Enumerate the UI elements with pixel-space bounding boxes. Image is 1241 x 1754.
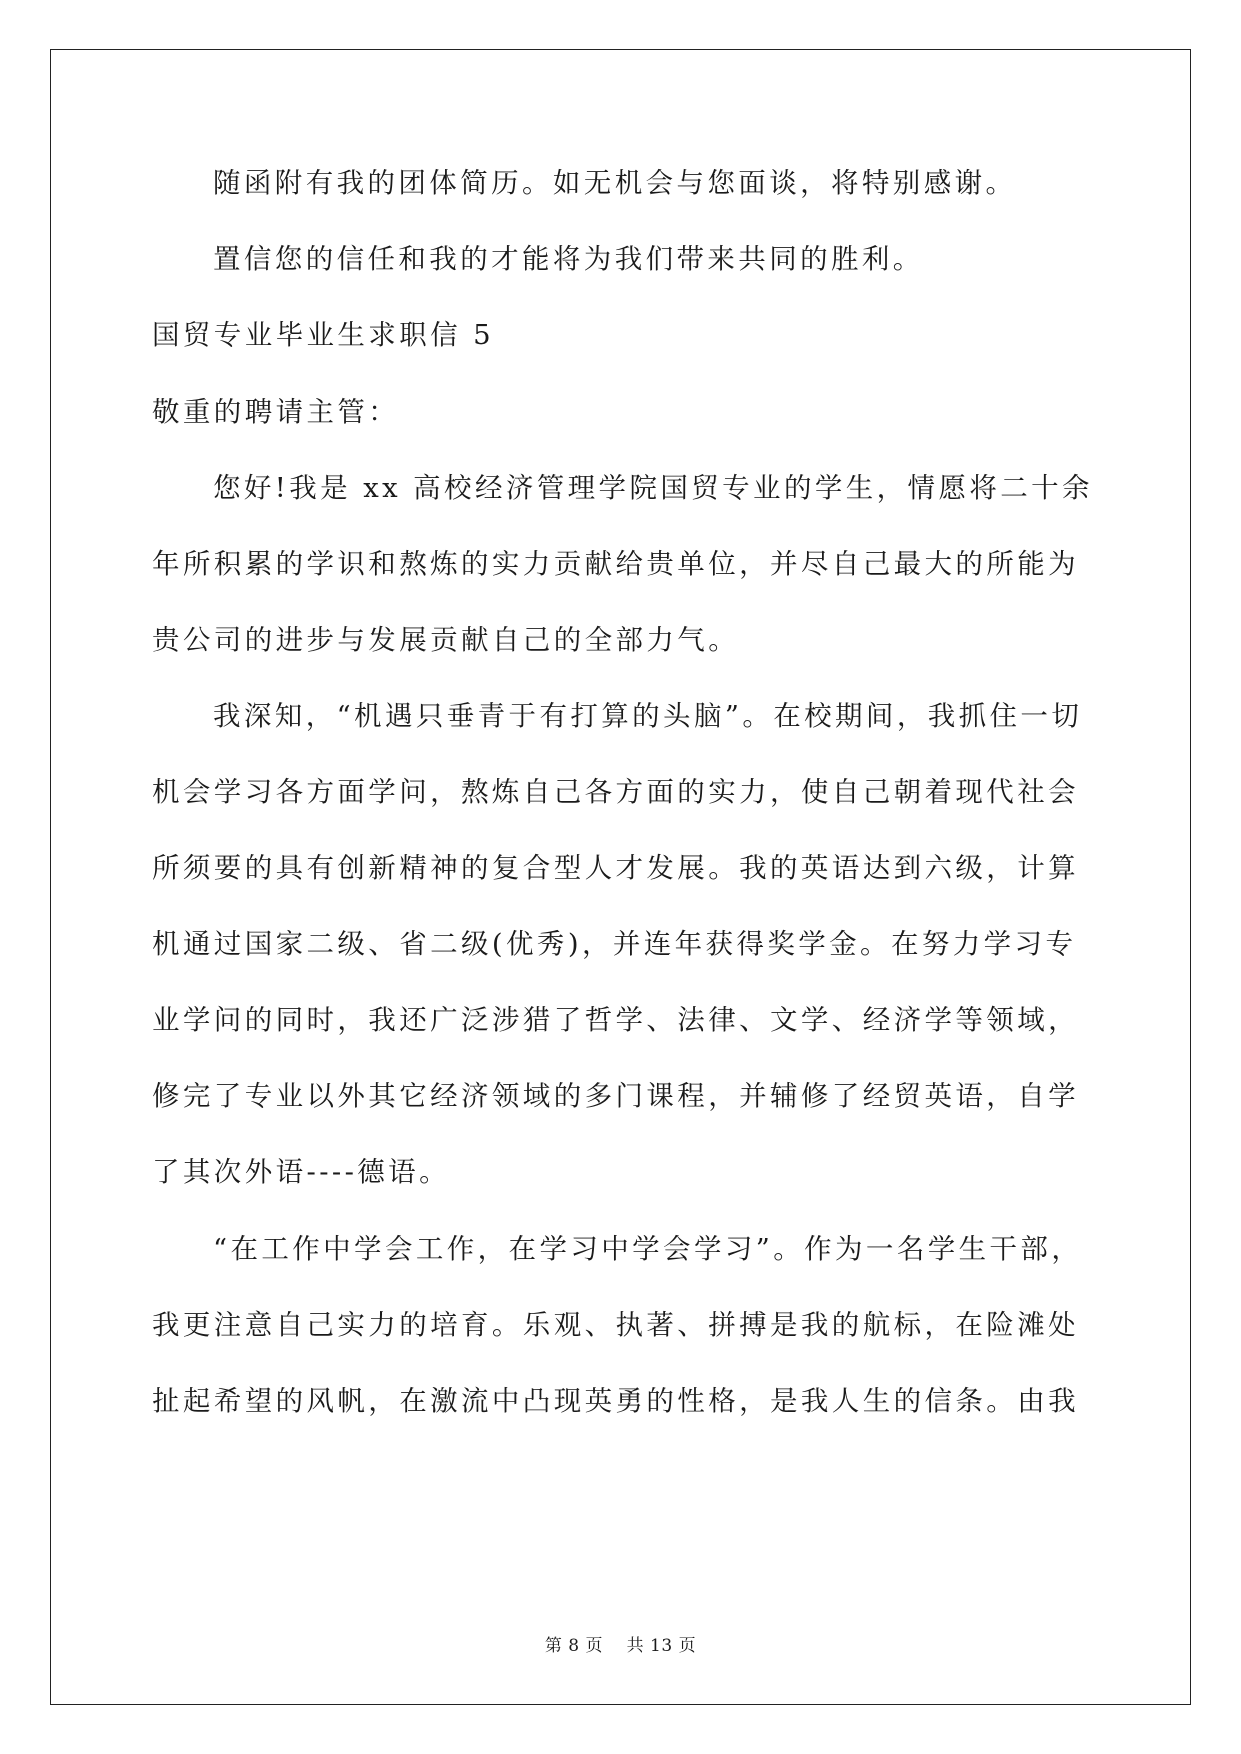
- paragraph-line: 我深知，“机遇只垂青于有打算的头脑”。在校期间，我抓住一切: [213, 700, 1083, 732]
- paragraph-line: 随函附有我的团体简历。如无机会与您面谈，将特别感谢。: [213, 167, 1017, 199]
- paragraph-line: 机通过国家二级、省二级(优秀)，并连年获得奖学金。在努力学习专: [152, 928, 1077, 960]
- paragraph-line: 机会学习各方面学问，熬炼自己各方面的实力，使自己朝着现代社会: [152, 776, 1079, 808]
- paragraph-line: 扯起希望的风帆，在激流中凸现英勇的性格，是我人生的信条。由我: [152, 1385, 1079, 1417]
- paragraph-line: 贵公司的进步与发展贡献自己的全部力气。: [152, 624, 740, 656]
- page-footer: [0, 1631, 1241, 1656]
- section-heading: 国贸专业毕业生求职信 5: [152, 319, 495, 351]
- paragraph-line: 您好!我是 xx 高校经济管理学院国贸专业的学生，情愿将二十余: [213, 472, 1093, 504]
- paragraph-line: 置信您的信任和我的才能将为我们带来共同的胜利。: [213, 243, 924, 275]
- paragraph-line: 业学问的同时，我还广泛涉猎了哲学、法律、文学、经济学等领域，: [152, 1004, 1079, 1036]
- paragraph-line: 修完了专业以外其它经济领域的多门课程，并辅修了经贸英语，自学: [152, 1080, 1079, 1112]
- page-total: 共 13 页: [626, 1636, 697, 1656]
- salutation: 敬重的聘请主管：: [152, 396, 400, 428]
- page-number: 第 8 页: [544, 1636, 604, 1656]
- paragraph-line: 年所积累的学识和熬炼的实力贡献给贵单位，并尽自己最大的所能为: [152, 548, 1079, 580]
- paragraph-line: 我更注意自己实力的培育。乐观、执著、拼搏是我的航标，在险滩处: [152, 1309, 1079, 1341]
- paragraph-line: “在工作中学会工作，在学习中学会学习”。作为一名学生干部，: [213, 1233, 1083, 1265]
- paragraph-line: 所须要的具有创新精神的复合型人才发展。我的英语达到六级，计算: [152, 852, 1079, 884]
- paragraph-line: 了其次外语----德语。: [152, 1156, 450, 1188]
